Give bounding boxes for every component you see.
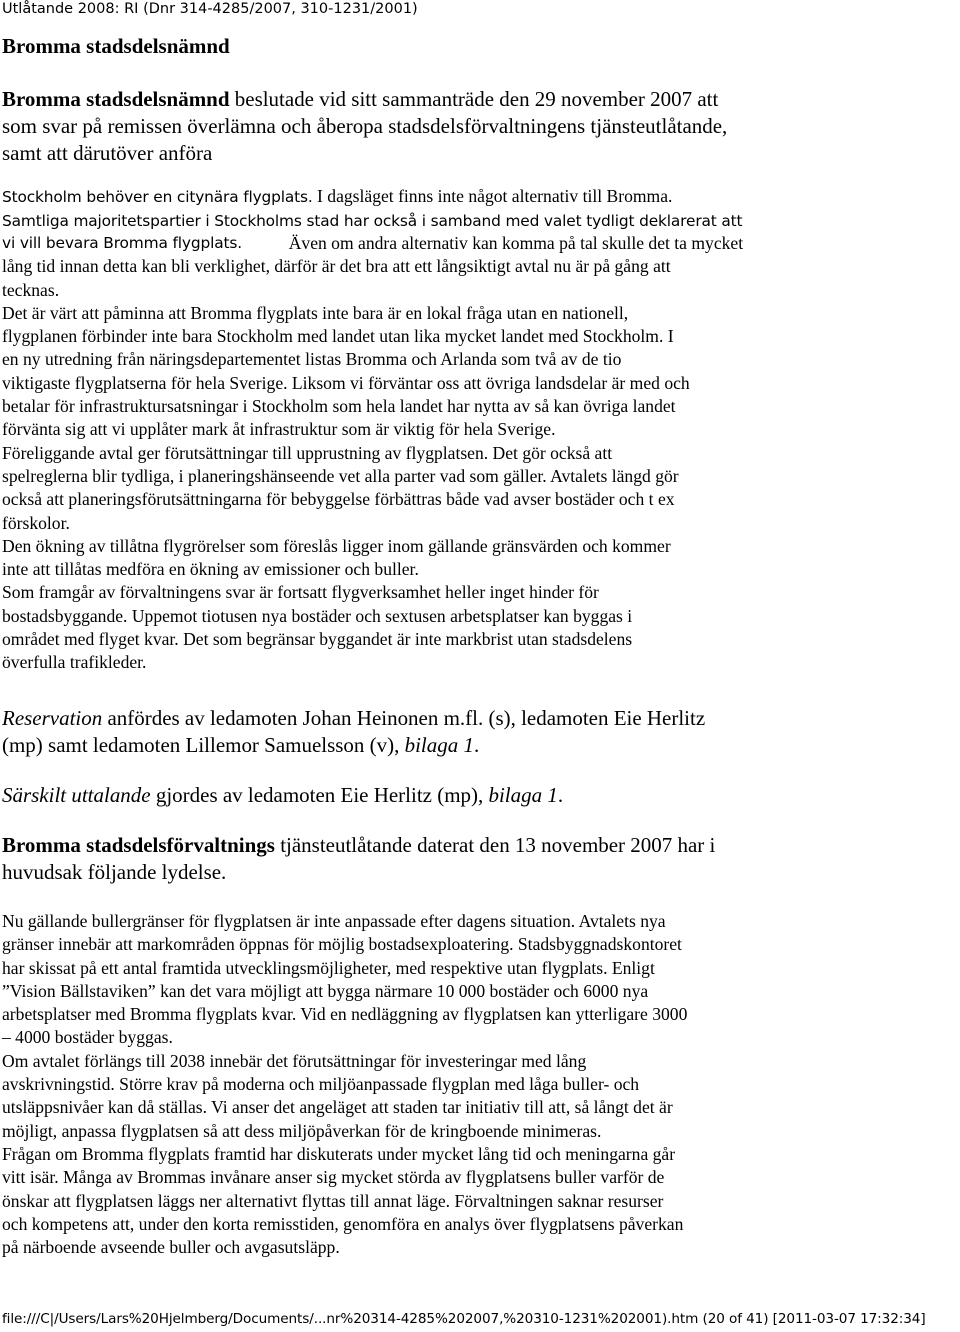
reservation-line-1	[2, 705, 956, 732]
body2-line-8: avskrivningstid. Större krav på moderna och miljöanpassade flygplan med låga buller- och	[2, 1074, 640, 1095]
forvaltning-bold: Bromma stadsdelsförvaltnings	[2, 833, 275, 857]
body1-line-5: flygplanen förbinder inte bara Stockholm med landet utan lika mycket landet med Stockholm. I	[2, 326, 674, 347]
body2-line-11: Frågan om Bromma flygplats framtid har diskuterats under mycket lång tid och meningarna går	[2, 1143, 676, 1164]
body2-line-13: önskar att flygplatsen läggs ner alternativt flyttas till annat läge. Förvaltningen saknar resurser	[2, 1190, 664, 1211]
body1-line-9: förvänta sig att vi upplåter mark åt infrastruktur som är viktig för hela Sverige.	[2, 419, 556, 440]
body1-line-2: lång tid innan detta kan bli verklighet, därför är det bra att ett långsiktigt avtal nu är på gång att	[2, 256, 671, 277]
body2-line-2: gränser innebär att markområden öppnas för möjlig bostadsexploatering. Stadsbyggnadskontoret	[2, 934, 682, 955]
forvaltning-line-2: huvudsak följande lydelse.	[2, 860, 227, 884]
body1-line-1: Även om andra alternativ kan komma på tal skulle det ta mycket	[288, 233, 744, 253]
intro-bold-name: Bromma stadsdelsnämnd	[2, 87, 230, 111]
body1-line-13: förskolor.	[2, 512, 70, 533]
sarskilt-italic: Särskilt uttalande	[2, 783, 151, 807]
reservation-italic: Reservation	[2, 706, 103, 730]
body1-line-4: Det är värt att påminna att Bromma flygplats inte bara är en lokal fråga utan en nationell,	[2, 302, 629, 323]
body1-line-19: överfulla trafikleder.	[2, 652, 147, 673]
body1-line-8: betalar för infrastruktursatsningar i Stockholm som hela landet har nytta av så kan övriga landet	[2, 396, 676, 417]
body2-line-9: utsläppsnivåer kan då ställas. Vi anser det angeläget att staden tar initiativ till att, så långt det är	[2, 1097, 673, 1118]
body1-line-6: en ny utredning från näringsdepartementet listas Bromma och Arlanda som två av de tio	[2, 349, 622, 370]
sans-line-1	[2, 185, 956, 210]
sans-sentence-1: Stockholm behöver en citynära flygplats.	[2, 188, 313, 206]
body1-line-17: bostadsbyggande. Uppemot tiotusen nya bostäder och sextusen arbetsplatser kan byggas i	[2, 605, 633, 626]
body1-line-3: tecknas.	[2, 279, 60, 300]
intro-line-3: samt att därutöver anföra	[2, 141, 213, 165]
body2-line-3: har skissat på ett antal framtida utvecklingsmöjligheter, med respektive utan flygplats. Enligt	[2, 957, 655, 978]
body2-line-14: och kompetens att, under den korta remisstiden, genomföra en analys över flygplatsens påverkan	[2, 1213, 684, 1234]
body1-line-11: spelreglerna blir tydliga, i planeringshänseende vet alla parter vad som gäller. Avtalets längd gör	[2, 465, 679, 486]
body2-line-10: möjligt, anpassa flygplatsen så att dess miljöpåverkan för de kringboende minimeras.	[2, 1120, 602, 1141]
body1-line-7: viktigaste flygplatserna för hela Sverige. Liksom vi förväntar oss att övriga landsdelar är med och	[2, 372, 690, 393]
body1-line-18: området med flyget kvar. Det som begränsar byggandet är inte markbrist utan stadsdelens	[2, 629, 633, 650]
section-heading: Bromma stadsdelsnämnd	[2, 34, 230, 58]
reservation-end: .	[473, 733, 480, 757]
sans-sentence-2: I dagsläget finns inte något alternativ till Bromma.	[312, 186, 673, 206]
reservation-attachment: bilaga 1	[404, 733, 474, 757]
forvaltning-paragraph	[2, 832, 957, 886]
sarskilt-line	[2, 782, 956, 809]
sans-line-2: Samtliga majoritetspartier i Stockholms stad har också i samband med valet tydligt deklarerat att	[2, 211, 743, 230]
sarskilt-uttalande-paragraph	[2, 782, 957, 809]
sarskilt-end: .	[557, 783, 564, 807]
body1-line-12: också att planeringsförutsättningarna för bebyggelse förbättras både vad avser bostäder och t ex	[2, 489, 675, 510]
reservation-paragraph	[2, 705, 957, 759]
intro-text: beslutade vid sitt sammanträde den 29 november 2007 att	[229, 87, 719, 111]
body-text-2	[2, 910, 957, 1259]
body2-line-7: Om avtalet förlängs till 2038 innebär det förutsättningar för investeringar med lång	[2, 1050, 587, 1071]
body-text-1	[2, 232, 957, 675]
body2-line-5: arbetsplatser med Bromma flygplats kvar. Vid en nedläggning av flygplatsen kan ytterligare 3000	[2, 1004, 688, 1025]
body1-line-15: inte att tillåtas medföra en ökning av emissioner och buller.	[2, 559, 419, 580]
body2-line-12: vitt isär. Många av Brommas invånare anser sig mycket störda av flygplatsens buller varför de	[2, 1167, 665, 1188]
page-header: Utlåtande 2008: RI (Dnr 314-4285/2007, 310-1231/2001)	[2, 1, 418, 17]
page-footer-path: file:///C|/Users/Lars%20Hjelmberg/Documents/...nr%20314-4285%202007,%20310-1231%202001).htm (20 of 41) [2011-03-07 17:32:34]	[2, 1311, 926, 1327]
intro-line-1	[2, 86, 956, 113]
body2-line-15: på närboende avseende buller och avgasutsläpp.	[2, 1237, 340, 1258]
body1-line-10: Föreliggande avtal ger förutsättningar till upprustning av flygplatsen. Det gör också att	[2, 442, 613, 463]
forvaltning-line-1	[2, 832, 956, 859]
intro-line-2: som svar på remissen överlämna och åberopa stadsdelsförvaltningens tjänsteutlåtande,	[2, 114, 728, 138]
body2-line-1: Nu gällande bullergränser för flygplatsen är inte anpassade efter dagens situation. Avtalets nya	[2, 911, 666, 931]
body2-line-4: ”Vision Bällstaviken” kan det vara möjligt att bygga närmare 10 000 bostäder och 6000 nya	[2, 980, 649, 1001]
reservation-line-2	[2, 732, 956, 759]
intro-paragraph	[2, 86, 957, 167]
body1-line-14: Den ökning av tillåtna flygrörelser som föreslås ligger inom gällande gränsvärden och kommer	[2, 535, 671, 556]
sarskilt-attachment: bilaga 1	[488, 783, 558, 807]
reservation-text-1: anfördes av ledamoten Johan Heinonen m.fl. (s), ledamoten Eie Herlitz	[102, 706, 706, 730]
sarskilt-text: gjordes av ledamoten Eie Herlitz (mp),	[150, 783, 489, 807]
forvaltning-text-1: tjänsteutlåtande daterat den 13 november 2007 har i	[274, 833, 716, 857]
sans-line-3: vi vill bevara Bromma flygplats.	[2, 234, 242, 252]
reservation-text-2: (mp) samt ledamoten Lillemor Samuelsson (v),	[2, 733, 405, 757]
body2-line-6: – 4000 bostäder byggas.	[2, 1027, 173, 1048]
body1-line-16: Som framgår av förvaltningens svar är fortsatt flygverksamhet heller inget hinder för	[2, 582, 599, 603]
